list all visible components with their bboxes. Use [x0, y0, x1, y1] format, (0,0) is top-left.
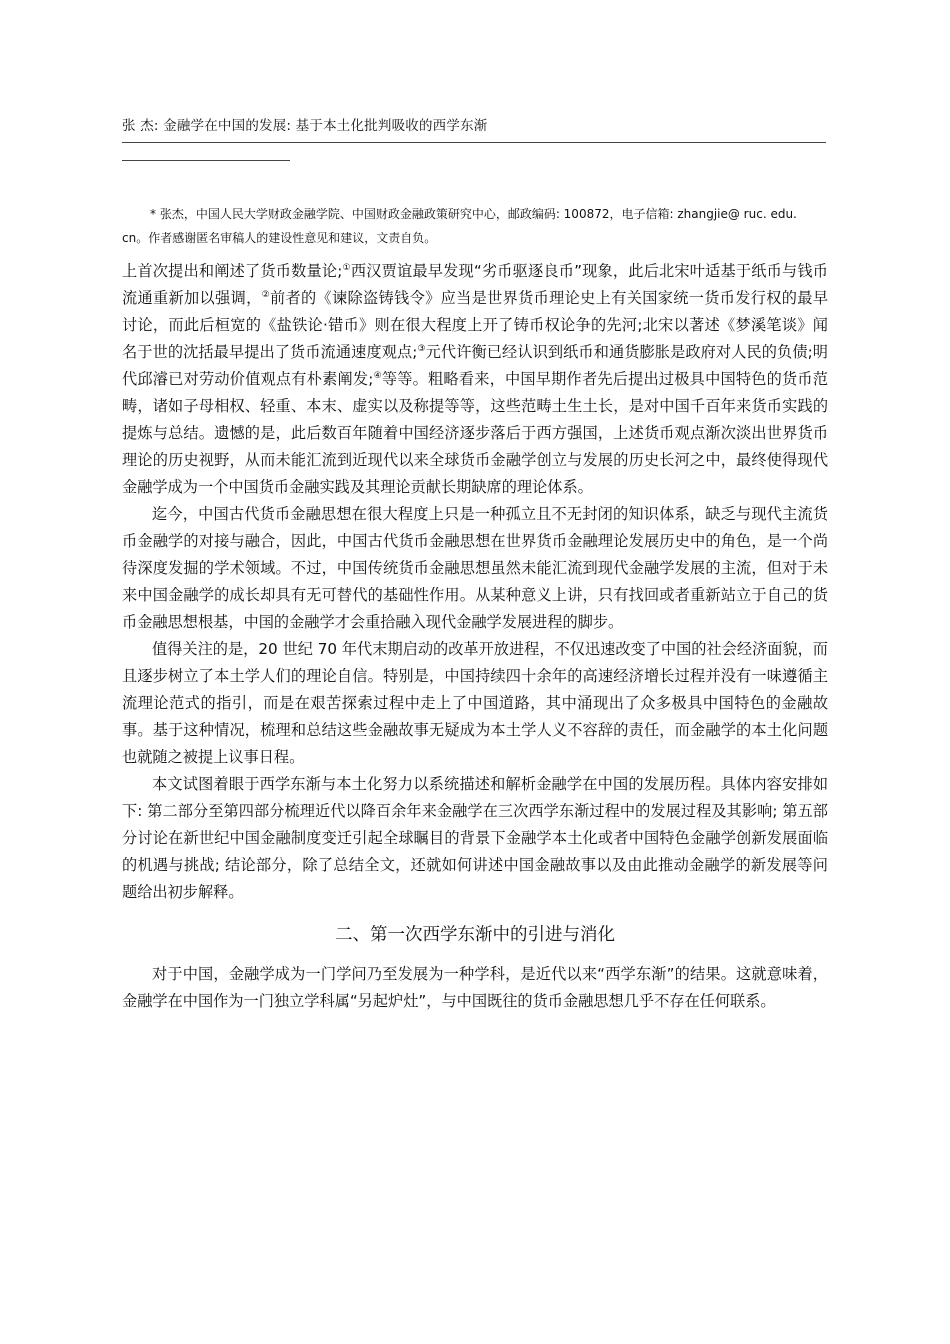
paragraph-1-part-4: 元代许衡已经认识到纸币和通货膨胀是政府对人民的负债;明代邱濬已对劳动价值观点有朴素阐发;: [122, 343, 828, 388]
header-divider: [122, 142, 826, 143]
paragraph-1-part-5: 等等。粗略看来，中国早期作者先后提出过极具中国特色的货币范畴，诸如子母相权、轻重、本末、虚实以及称提等等，这些范畴土生土长，是对中国千百年来货币实践的提炼与总结。遗憾的是，此后数百年随着中国经济逐步落后于西方强国，上述货币观点渐次淡出世界货币理论的历史视野，从而未能汇流到近现代以来全球货币金融学创立与发展的历史长河之中，最终使得现代金融学成为一个中国货币金融实践及其理论贡献长期缺席的理论体系。: [122, 370, 828, 496]
paragraph-1: [122, 258, 828, 501]
author-footnote: [122, 202, 826, 250]
paragraph-1-part-1: 上首次提出和阐述了货币数量论;: [122, 262, 343, 280]
paragraph-3: 值得关注的是，20 世纪 70 年代末期启动的改革开放进程，不仅迅速改变了中国的社会经济面貌，而且逐步树立了本土学人们的理论自信。特别是，中国持续四十余年的高速经济增长过程并没有一味遵循主流理论范式的指引，而是在艰苦探索过程中走上了中国道路，其中涌现出了众多极具中国特色的金融故事。基于这种情况，梳理和总结这些金融故事无疑成为本土学人义不容辞的责任，而金融学的本土化问题也就随之被提上议事日程。: [122, 640, 828, 766]
footnote-ref-1: ①: [342, 262, 351, 273]
running-header: 张 杰: 金融学在中国的发展: 基于本土化批判吸收的西学东渐: [122, 118, 488, 134]
paragraph-2: 迄今，中国古代货币金融思想在很大程度上只是一种孤立且不无封闭的知识体系，缺乏与现代主流货币金融学的对接与融合，因此，中国古代货币金融思想在世界货币金融理论发展历史中的角色，是一个尚待深度发掘的学术领域。不过，中国传统货币金融思想虽然未能汇流到现代金融学发展的主流，但对于未来中国金融学的成长却具有无可替代的基础性作用。从某种意义上讲，只有找回或者重新站立于自己的货币金融思想根基，中国的金融学才会重拾融入现代金融学发展进程的脚步。: [122, 505, 828, 631]
footnote-ref-4: ④: [373, 370, 382, 381]
paragraph-1-part-2: 西汉贾谊最早发现“劣币驱逐良币”现象，此后北宋叶适基于纸币与钱币流通重新加以强调，: [122, 262, 828, 307]
paragraph-5: 对于中国，金融学成为一门学问乃至发展为一种学科，是近代以来“西学东渐”的结果。这就意味着，金融学在中国作为一门独立学科属“另起炉灶”，与中国既往的货币金融思想几乎不存在任何联系。: [122, 965, 828, 1010]
section-heading: 二、第一次西学东渐中的引进与消化: [335, 925, 615, 945]
paragraph-4: 本文试图着眼于西学东渐与本土化努力以系统描述和解析金融学在中国的发展历程。具体内容安排如下: 第二部分至第四部分梳理近代以降百余年来金融学在三次西学东渐过程中的发展过程及其影响; 第五部分讨论在新世纪中国金融制度变迁引起全球瞩目的背景下金融学本土化或者中国特色金融学创新发展面临的机遇与挑战; 结论部分，除了总结全文，还就如何讲述中国金融故事以及由此推动金融学的新发展等问题给出初步解释。: [122, 775, 828, 901]
paragraph-1-part-3: 前者的《谏除盗铸钱令》应当是世界货币理论史上有关国家统一货币发行权的最早讨论，而此后桓宽的《盐铁论·错币》则在很大程度上开了铸币权论争的先河;北宋以著述《梦溪笔谈》闻名于世的沈括最早提出了货币流通速度观点;: [122, 289, 829, 361]
footnote-divider: [122, 160, 290, 161]
footnote-ref-3: ③: [417, 343, 426, 354]
footnote-text: * 张杰，中国人民大学财政金融学院、中国财政金融政策研究中心，邮政编码: 100872，电子信箱: zhangjie@ ruc. edu. cn。作者感谢匿名审稿人的建设性意见和建议，文责自负。: [122, 207, 797, 245]
article-body: [122, 258, 828, 1015]
footnote-ref-2: ②: [261, 289, 270, 300]
